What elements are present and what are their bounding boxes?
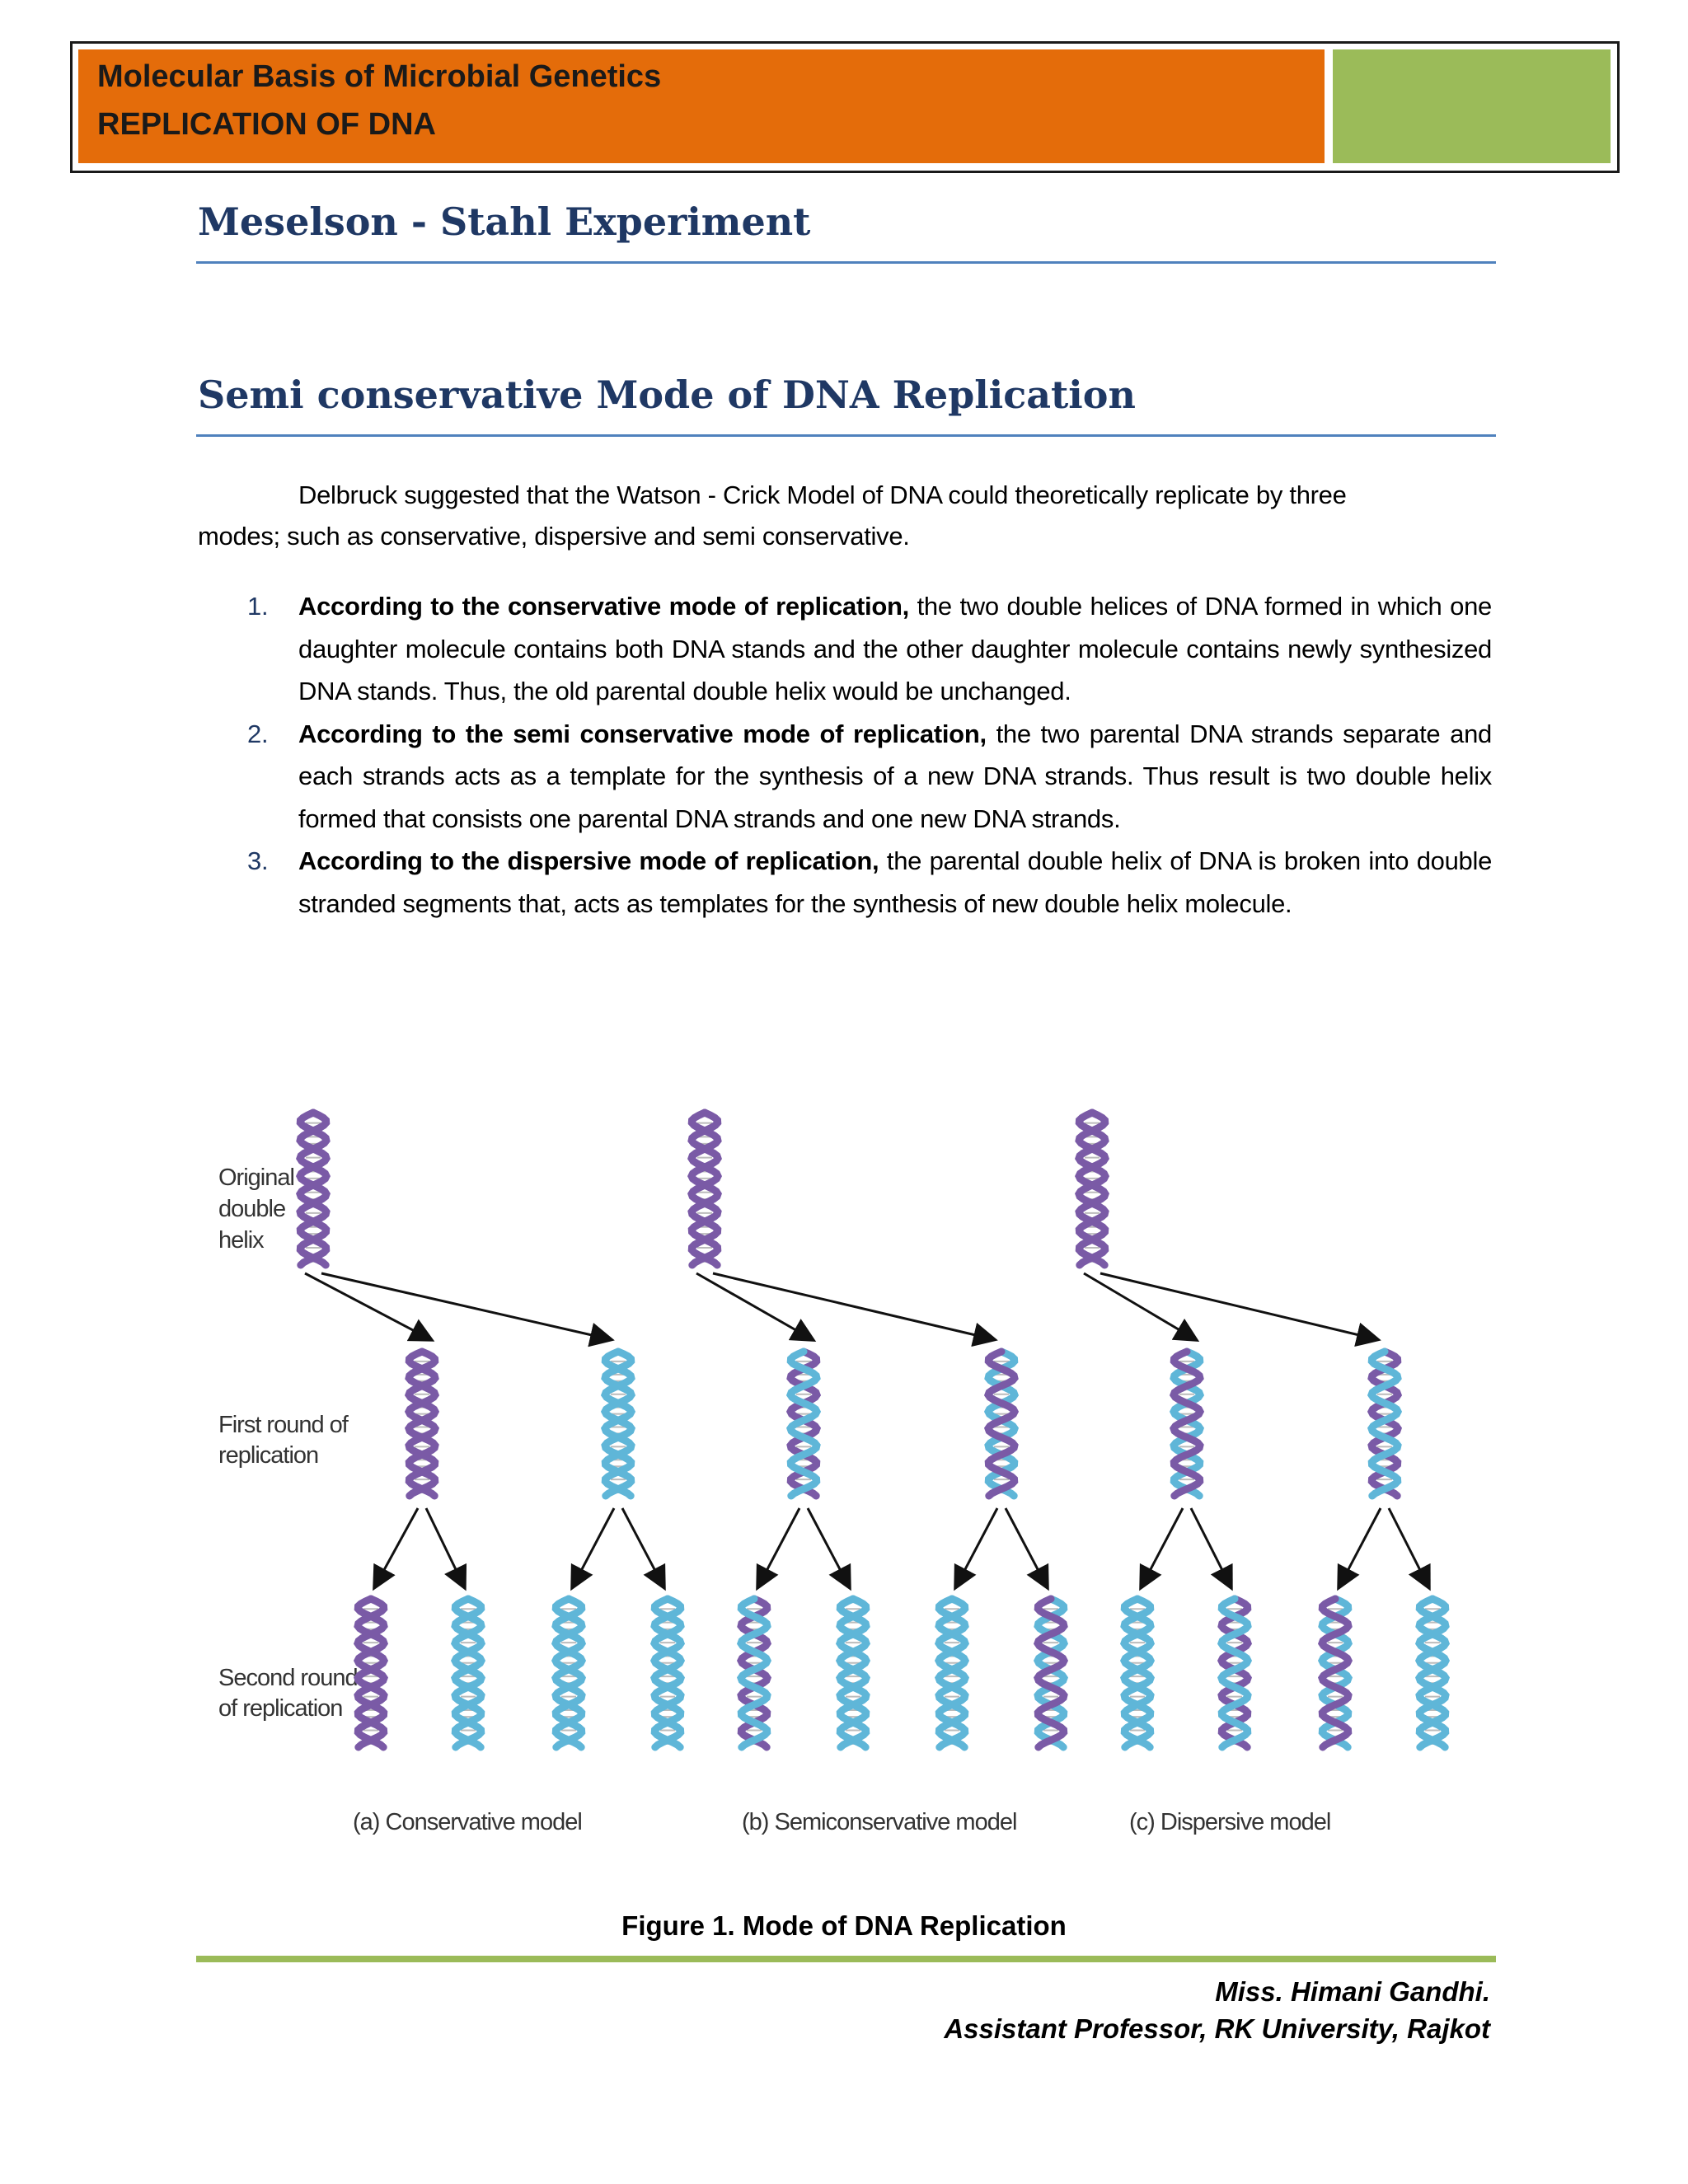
replication-arrow [375, 1508, 418, 1586]
second-round-helix [654, 1599, 681, 1747]
original-helix [692, 1113, 718, 1265]
author-role: Assistant Professor, RK University, Rajkot [944, 2013, 1490, 2044]
list-item-text: the two double helices of DNA formed in which one daughter molecule contains both DNA stands and the other daughter molecule contains newly synthesized DNA stands. Thus, the old parental double helix would be unchanged. [298, 592, 1492, 705]
author-name: Miss. Himani Gandhi. [1215, 1976, 1490, 2007]
model-label-dispersive: (c) Dispersive model [1129, 1809, 1331, 1835]
list-item [198, 585, 1492, 713]
replication-arrow [622, 1508, 663, 1586]
list-number: 2. [247, 719, 269, 748]
replication-arrow [1142, 1508, 1183, 1586]
heading-mode: Semi conservative Mode of DNA Replication [198, 373, 1136, 417]
header-subject: Molecular Basis of Microbial Genetics [97, 59, 662, 94]
header-topic: REPLICATION OF DNA [97, 107, 436, 142]
list-item-lead: According to the conservative mode of replication, [298, 592, 909, 621]
heading-rule [196, 434, 1496, 437]
replication-arrow [1339, 1508, 1381, 1586]
replication-arrow [1006, 1508, 1047, 1586]
row-labels [218, 1165, 358, 1722]
label-first-2: replication [218, 1442, 319, 1469]
replication-arrow [1389, 1508, 1428, 1586]
second-round-helix [1124, 1599, 1151, 1747]
replication-arrow [573, 1508, 614, 1586]
second-round-helix [1221, 1599, 1248, 1747]
helix-group [300, 1113, 1446, 1747]
second-round-helix [556, 1599, 582, 1747]
heading-rule [196, 261, 1496, 264]
label-original-1: Original [218, 1165, 294, 1191]
second-round-helix [1322, 1599, 1348, 1747]
label-second-1: Second round [218, 1665, 358, 1691]
replication-arrow [321, 1273, 610, 1339]
replication-arrow [808, 1508, 849, 1586]
second-round-helix [939, 1599, 965, 1747]
replication-arrow [426, 1508, 464, 1586]
label-first-1: First round of [218, 1412, 348, 1438]
footer-rule [196, 1956, 1496, 1962]
original-helix [300, 1113, 326, 1265]
second-round-helix [741, 1599, 767, 1747]
list-item [198, 840, 1492, 925]
replication-arrow [758, 1508, 799, 1586]
original-helix [1079, 1113, 1105, 1265]
label-original-3: helix [218, 1227, 264, 1254]
list-item-lead: According to the dispersive mode of replication, [298, 846, 879, 875]
replication-arrow [956, 1508, 997, 1586]
second-round-helix [840, 1599, 866, 1747]
model-label-conservative: (a) Conservative model [353, 1809, 582, 1835]
first-round-helix [988, 1352, 1015, 1496]
model-label-semiconservative: (b) Semiconservative model [742, 1809, 1017, 1835]
second-round-helix [455, 1599, 481, 1747]
list-item-text: the two parental DNA strands separate and each strands acts as a template for the synthesis of a new DNA strands. Thus result is two double helix formed that consists one parental DNA strands and one new DNA strands. [298, 719, 1492, 833]
intro-line-2: modes; such as conservative, dispersive and semi conservative. [198, 522, 910, 551]
replication-models-figure [206, 1088, 1492, 1871]
list-item [198, 713, 1492, 841]
label-second-2: of replication [218, 1695, 343, 1722]
label-original-2: double [218, 1196, 286, 1222]
first-round-helix [1174, 1352, 1200, 1496]
first-round-helix [605, 1352, 631, 1496]
list-number: 1. [247, 592, 269, 621]
second-round-helix [1038, 1599, 1064, 1747]
second-round-helix [1419, 1599, 1446, 1747]
intro-line-1: Delbruck suggested that the Watson - Crick Model of DNA could theoretically replicate by three [298, 480, 1347, 509]
figure-caption: Figure 1. Mode of DNA Replication [621, 1910, 1067, 1941]
arrow-group [305, 1273, 1428, 1586]
list-number: 3. [247, 846, 269, 875]
model-labels [353, 1809, 1330, 1835]
header-accent-block [1333, 49, 1611, 163]
second-round-helix [358, 1599, 384, 1747]
modes-list [198, 585, 1492, 925]
first-round-helix [1372, 1352, 1398, 1496]
heading-experiment: Meselson - Stahl Experiment [198, 199, 811, 244]
replication-arrow [1191, 1508, 1231, 1586]
list-item-text: the parental double helix of DNA is broken into double stranded segments that, acts as templates for the synthesis of new double helix molecule. [298, 846, 1493, 918]
first-round-helix [409, 1352, 435, 1496]
list-item-lead: According to the semi conservative mode of replication, [298, 719, 987, 748]
first-round-helix [790, 1352, 817, 1496]
